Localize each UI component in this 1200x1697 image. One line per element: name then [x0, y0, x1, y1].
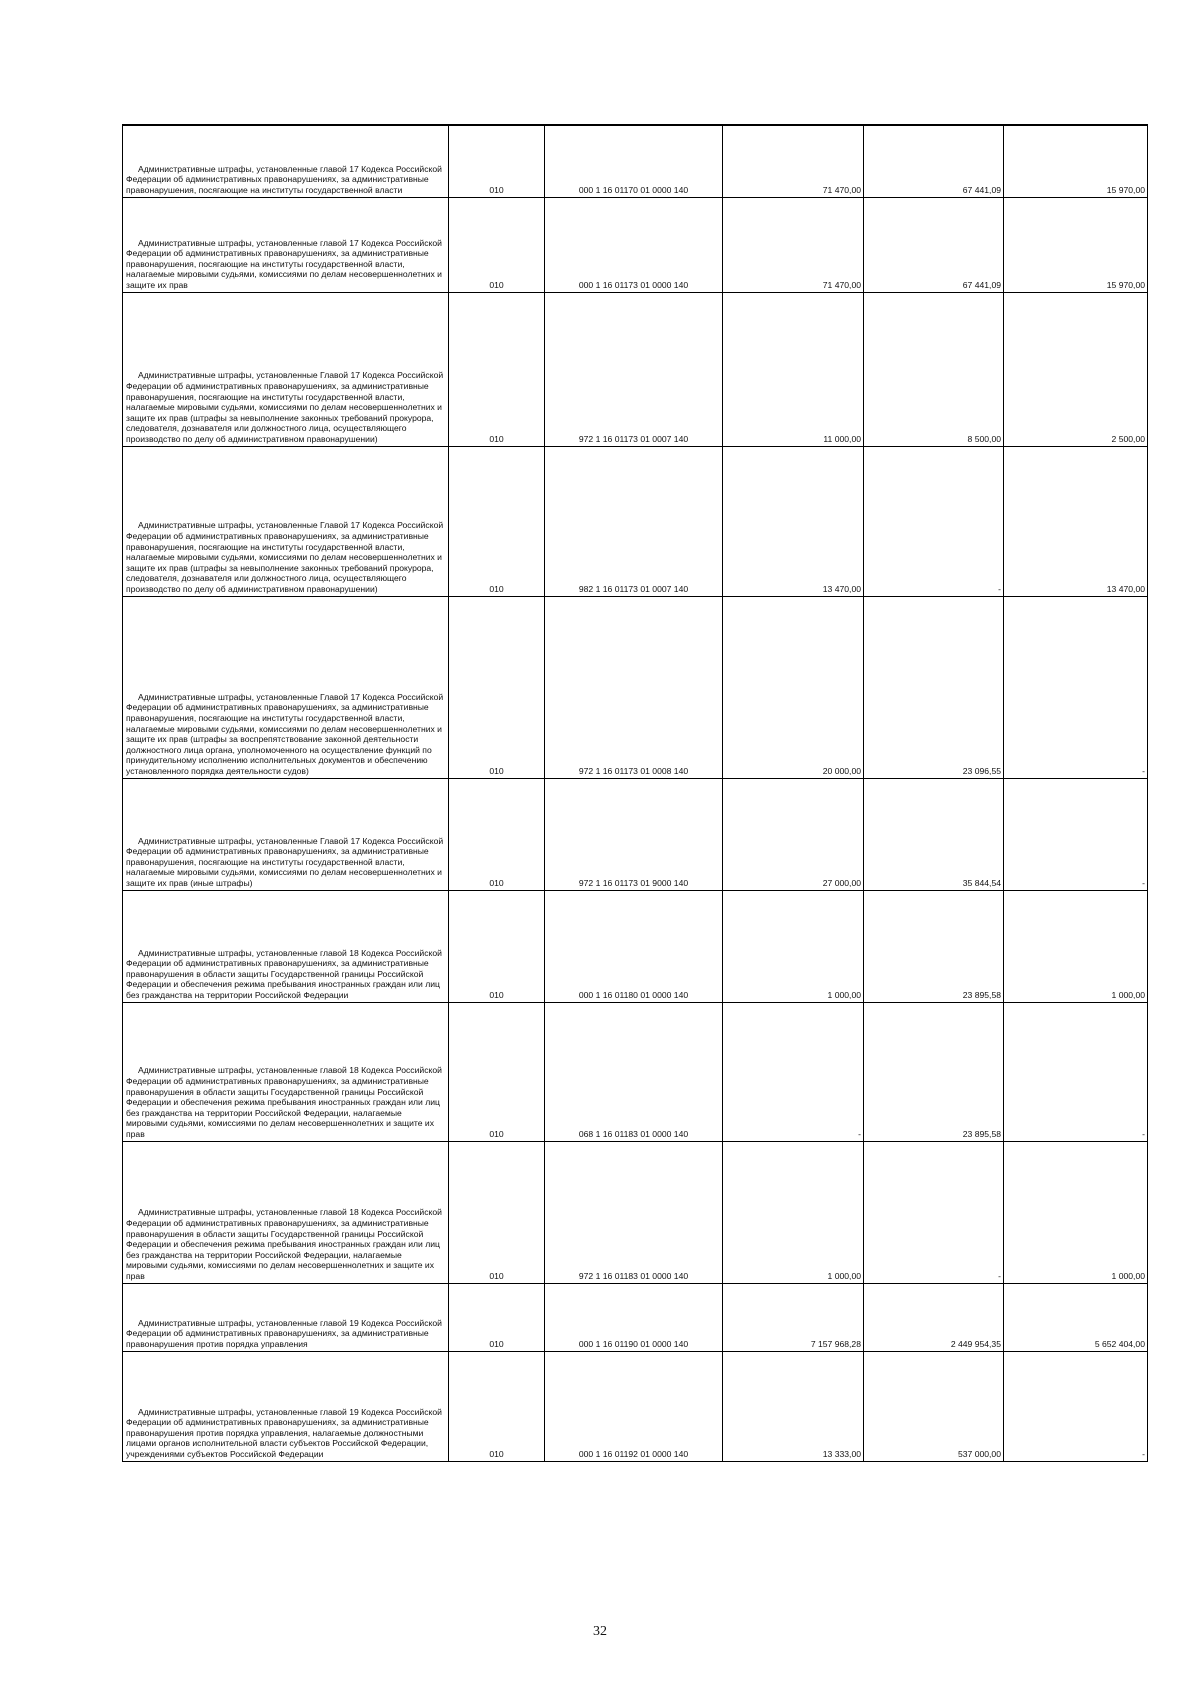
- page-number: 32: [593, 1624, 607, 1639]
- unexecuted-amount-cell: 15 970,00: [1004, 125, 1148, 197]
- revenue-table: [122, 124, 1148, 1462]
- table-row: [123, 125, 1148, 197]
- table-row: [123, 1283, 1148, 1351]
- line-code-cell: 010: [449, 1141, 545, 1283]
- planned-amount-cell: 11 000,00: [723, 292, 864, 446]
- executed-amount-cell: 67 441,09: [864, 125, 1004, 197]
- executed-amount-cell: 2 449 954,35: [864, 1283, 1004, 1351]
- row-description-cell: [123, 778, 449, 890]
- unexecuted-amount-cell: -: [1004, 1351, 1148, 1461]
- executed-amount-cell: 35 844,54: [864, 778, 1004, 890]
- table-row: [123, 446, 1148, 596]
- table-row: [123, 292, 1148, 446]
- unexecuted-amount-cell: -: [1004, 596, 1148, 778]
- table-row: [123, 596, 1148, 778]
- row-description: Административные штрафы, установленные Главой 17 Кодекса Российской Федерации об административных правонарушениях, за административные правонарушения, посягающие на институты государственной власти, налагаемые мировыми судьями, комиссиями по делам несовершеннолетних и защите их прав (штрафы за невыполнение законных требований прокурора, следователя, дознавателя или должностного лица, осуществляющего производство по делу об административном правонарушении): [126, 520, 444, 594]
- row-description-cell: [123, 446, 449, 596]
- line-code-cell: 010: [449, 446, 545, 596]
- planned-amount-cell: 7 157 968,28: [723, 1283, 864, 1351]
- table-row: [123, 1002, 1148, 1141]
- budget-code-cell: 000 1 16 01180 01 0000 140: [545, 890, 723, 1002]
- row-description: Административные штрафы, установленные Главой 17 Кодекса Российской Федерации об административных правонарушениях, за административные правонарушения, посягающие на институты государственной власти, налагаемые мировыми судьями, комиссиями по делам несовершеннолетних и защите их прав (штрафы за воспрепятствование законной деятельности должностного лица органа, уполномоченного на осуществление функций по принудительному исполнению исполнительных документов и обеспечению установленного порядка деятельности судов): [126, 691, 444, 776]
- executed-amount-cell: -: [864, 446, 1004, 596]
- row-description: Административные штрафы, установленные Главой 17 Кодекса Российской Федерации об административных правонарушениях, за административные правонарушения, посягающие на институты государственной власти, налагаемые мировыми судьями, комиссиями по делам несовершеннолетних и защите их прав (иные штрафы): [126, 835, 444, 888]
- line-code-cell: 010: [449, 1351, 545, 1461]
- table-row: [123, 890, 1148, 1002]
- row-description-cell: [123, 596, 449, 778]
- executed-amount-cell: -: [864, 1141, 1004, 1283]
- line-code-cell: 010: [449, 1283, 545, 1351]
- budget-code-cell: 000 1 16 01192 01 0000 140: [545, 1351, 723, 1461]
- row-description-cell: [123, 1141, 449, 1283]
- executed-amount-cell: 67 441,09: [864, 197, 1004, 292]
- row-description: Административные штрафы, установленные главой 19 Кодекса Российской Федерации об административных правонарушениях, за административные правонарушения против порядка управления: [126, 1317, 442, 1349]
- unexecuted-amount-cell: -: [1004, 778, 1148, 890]
- budget-code-cell: 972 1 16 01173 01 9000 140: [545, 778, 723, 890]
- row-description: Административные штрафы, установленные главой 17 Кодекса Российской Федерации об административных правонарушениях, за административные правонарушения, посягающие на институты государственной власти, налагаемые мировыми судьями, комиссиями по делам несовершеннолетних и защите их прав: [126, 237, 442, 290]
- planned-amount-cell: 1 000,00: [723, 890, 864, 1002]
- executed-amount-cell: 537 000,00: [864, 1351, 1004, 1461]
- budget-code-cell: 000 1 16 01190 01 0000 140: [545, 1283, 723, 1351]
- planned-amount-cell: 1 000,00: [723, 1141, 864, 1283]
- planned-amount-cell: 20 000,00: [723, 596, 864, 778]
- executed-amount-cell: 23 895,58: [864, 1002, 1004, 1141]
- executed-amount-cell: 23 096,55: [864, 596, 1004, 778]
- table-row: [123, 1351, 1148, 1461]
- table-row: [123, 1141, 1148, 1283]
- budget-code-cell: 972 1 16 01173 01 0007 140: [545, 292, 723, 446]
- row-description-cell: [123, 1002, 449, 1141]
- unexecuted-amount-cell: 15 970,00: [1004, 197, 1148, 292]
- planned-amount-cell: 27 000,00: [723, 778, 864, 890]
- budget-code-cell: 972 1 16 01173 01 0008 140: [545, 596, 723, 778]
- row-description: Административные штрафы, установленные главой 18 Кодекса Российской Федерации об административных правонарушениях, за административные правонарушения в области защиты Государственной границы Российской Федерации и обеспечения режима пребывания иностранных граждан или лиц без гражданства на территории Российской Федерации: [126, 947, 442, 1000]
- table-row: [123, 197, 1148, 292]
- unexecuted-amount-cell: 1 000,00: [1004, 1141, 1148, 1283]
- budget-code-cell: 972 1 16 01183 01 0000 140: [545, 1141, 723, 1283]
- unexecuted-amount-cell: 5 652 404,00: [1004, 1283, 1148, 1351]
- row-description-cell: [123, 125, 449, 197]
- unexecuted-amount-cell: 13 470,00: [1004, 446, 1148, 596]
- line-code-cell: 010: [449, 292, 545, 446]
- row-description-cell: [123, 1283, 449, 1351]
- row-description: Административные штрафы, установленные Главой 17 Кодекса Российской Федерации об административных правонарушениях, за административные правонарушения, посягающие на институты государственной власти, налагаемые мировыми судьями, комиссиями по делам несовершеннолетних и защите их прав (штрафы за невыполнение законных требований прокурора, следователя, дознавателя или должностного лица, осуществляющего производство по делу об административном правонарушении): [126, 370, 444, 444]
- unexecuted-amount-cell: 2 500,00: [1004, 292, 1148, 446]
- line-code-cell: 010: [449, 125, 545, 197]
- planned-amount-cell: -: [723, 1002, 864, 1141]
- row-description-cell: [123, 292, 449, 446]
- budget-code-cell: 068 1 16 01183 01 0000 140: [545, 1002, 723, 1141]
- row-description-cell: [123, 1351, 449, 1461]
- budget-code-cell: 000 1 16 01170 01 0000 140: [545, 125, 723, 197]
- unexecuted-amount-cell: -: [1004, 1002, 1148, 1141]
- row-description: Административные штрафы, установленные главой 18 Кодекса Российской Федерации об административных правонарушениях, за административные правонарушения в области защиты Государственной границы Российской Федерации и обеспечения режима пребывания иностранных граждан или лиц без гражданства на территории Российской Федерации, налагаемые мировыми судьями, комиссиями по делам несовершеннолетних и защите их прав: [126, 1065, 442, 1139]
- planned-amount-cell: 71 470,00: [723, 125, 864, 197]
- executed-amount-cell: 23 895,58: [864, 890, 1004, 1002]
- planned-amount-cell: 13 333,00: [723, 1351, 864, 1461]
- row-description: Административные штрафы, установленные главой 18 Кодекса Российской Федерации об административных правонарушениях, за административные правонарушения в области защиты Государственной границы Российской Федерации и обеспечения режима пребывания иностранных граждан или лиц без гражданства на территории Российской Федерации, налагаемые мировыми судьями, комиссиями по делам несовершеннолетних и защите их прав: [126, 1207, 442, 1281]
- planned-amount-cell: 71 470,00: [723, 197, 864, 292]
- unexecuted-amount-cell: 1 000,00: [1004, 890, 1148, 1002]
- line-code-cell: 010: [449, 197, 545, 292]
- row-description-cell: [123, 197, 449, 292]
- line-code-cell: 010: [449, 1002, 545, 1141]
- executed-amount-cell: 8 500,00: [864, 292, 1004, 446]
- planned-amount-cell: 13 470,00: [723, 446, 864, 596]
- row-description: Административные штрафы, установленные главой 19 Кодекса Российской Федерации об административных правонарушениях, за административные правонарушения против порядка управления, налагаемые должностными лицами органов исполнительной власти субъектов Российской Федерации, учреждениями субъектов Российской Федерации: [126, 1406, 442, 1459]
- line-code-cell: 010: [449, 596, 545, 778]
- budget-code-cell: 000 1 16 01173 01 0000 140: [545, 197, 723, 292]
- line-code-cell: 010: [449, 890, 545, 1002]
- table-row: [123, 778, 1148, 890]
- row-description: Административные штрафы, установленные главой 17 Кодекса Российской Федерации об административных правонарушениях, за административные правонарушения, посягающие на институты государственной власти: [126, 163, 442, 195]
- row-description-cell: [123, 890, 449, 1002]
- line-code-cell: 010: [449, 778, 545, 890]
- budget-code-cell: 982 1 16 01173 01 0007 140: [545, 446, 723, 596]
